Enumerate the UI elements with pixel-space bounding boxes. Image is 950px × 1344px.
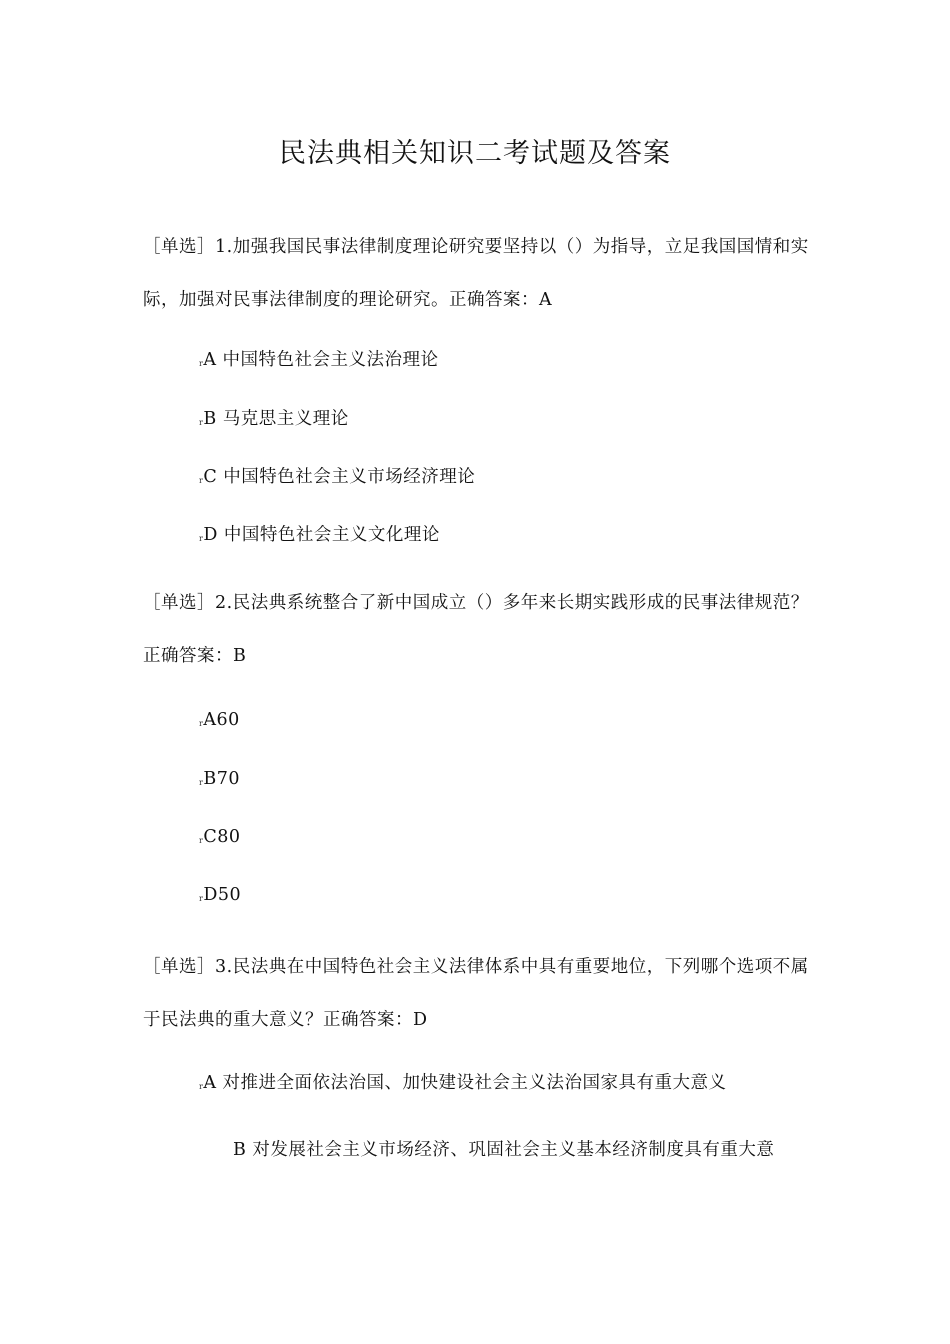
page-title: 民法典相关知识二考试题及答案 <box>279 138 671 169</box>
option-label: A 中国特色社会主义法治理论 <box>203 350 439 370</box>
question-2-option-c[interactable] <box>199 823 241 855</box>
question-1-option-b[interactable] <box>199 405 349 437</box>
option-label: A60 <box>203 710 240 730</box>
option-marker: r <box>199 894 204 903</box>
option-label: D50 <box>203 885 242 905</box>
option-marker: r <box>199 534 204 543</box>
option-label: C80 <box>203 827 241 847</box>
question-1-option-d[interactable] <box>199 521 440 553</box>
option-marker: r <box>199 836 204 845</box>
question-2: ［单选］2.民法典系统整合了新中国成立（）多年来长期实践形成的民事法律规范？正确答案：B <box>143 593 809 666</box>
question-3-option-a[interactable] <box>199 1069 727 1101</box>
option-marker: r <box>199 418 204 427</box>
question-1: ［单选］1.加强我国民事法律制度理论研究要坚持以（）为指导，立足我国国情和实际，加强对民事法律制度的理论研究。正确答案：A <box>143 237 809 310</box>
question-3-option-b[interactable] <box>233 1136 774 1168</box>
question-2-option-b[interactable] <box>199 765 240 797</box>
option-marker: r <box>199 719 204 728</box>
question-3: ［单选］3.民法典在中国特色社会主义法律体系中具有重要地位，下列哪个选项不属于民法典的重大意义？正确答案：D <box>143 957 809 1030</box>
option-marker: r <box>199 1082 204 1091</box>
question-2-option-a[interactable] <box>199 706 240 738</box>
option-marker: r <box>199 359 204 368</box>
option-label: C 中国特色社会主义市场经济理论 <box>203 467 476 487</box>
option-label: B 马克思主义理论 <box>203 409 349 429</box>
option-label: A 对推进全面依法治国、加快建设社会主义法治国家具有重大意义 <box>203 1073 727 1093</box>
question-1-option-c[interactable] <box>199 463 475 495</box>
option-label: B 对发展社会主义市场经济、巩固社会主义基本经济制度具有重大意 <box>233 1140 775 1160</box>
option-marker: r <box>199 778 204 787</box>
question-1-option-a[interactable] <box>199 346 439 378</box>
option-marker: r <box>199 476 204 485</box>
option-label: B70 <box>203 769 240 789</box>
question-2-option-d[interactable] <box>199 881 241 913</box>
option-label: D 中国特色社会主义文化理论 <box>203 525 440 545</box>
